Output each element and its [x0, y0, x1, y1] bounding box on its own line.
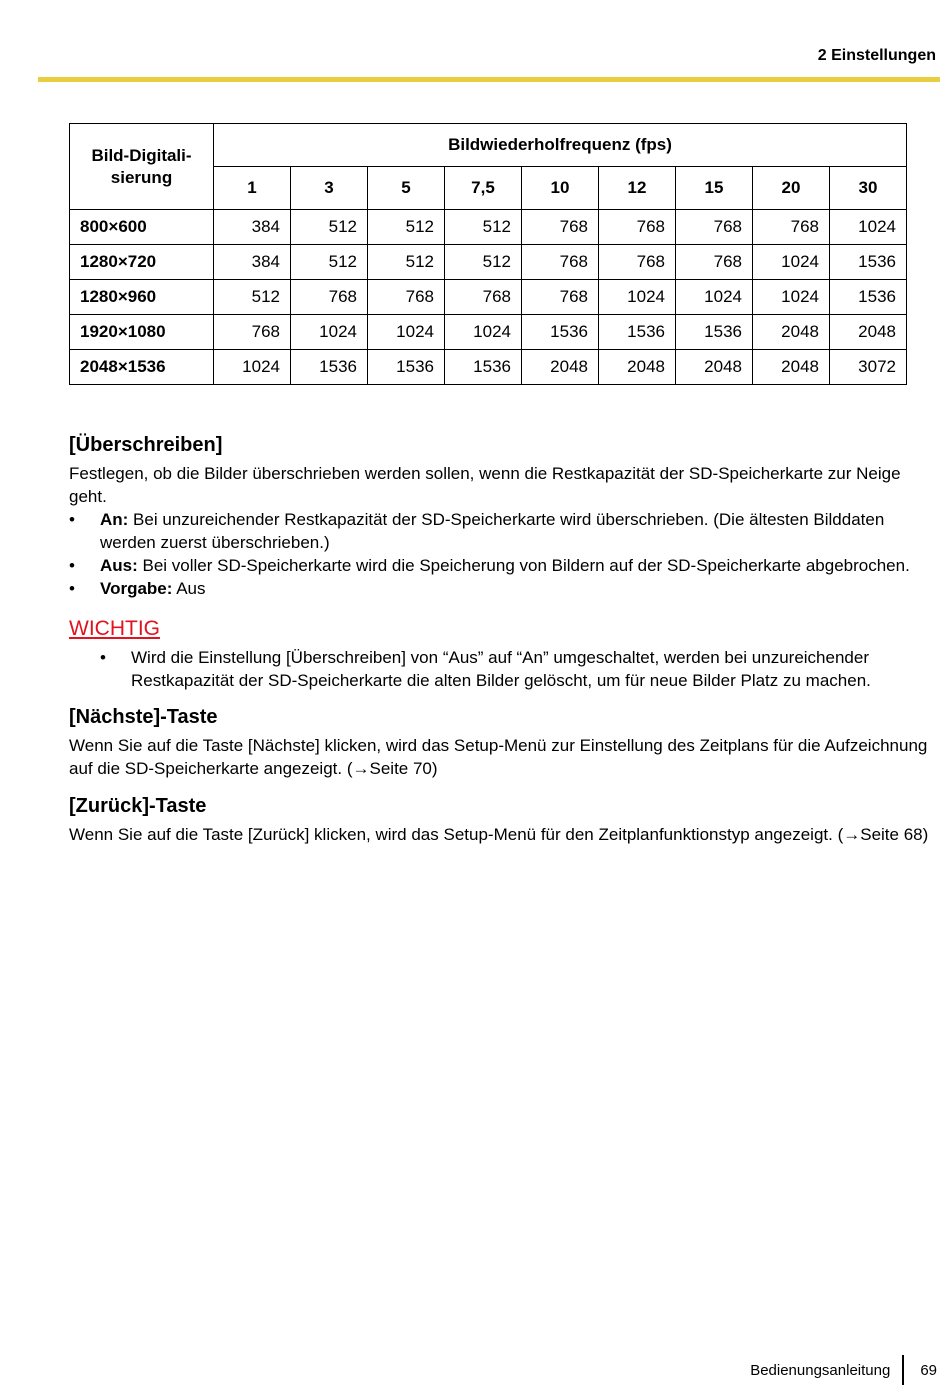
value-cell: 1536: [830, 280, 907, 315]
value-cell: 1024: [830, 210, 907, 245]
resolution-cell: 800×600: [70, 210, 214, 245]
value-cell: 1536: [291, 350, 368, 385]
fps-header: Bildwiederholfrequenz (fps): [214, 124, 907, 167]
value-cell: 768: [676, 210, 753, 245]
value-cell: 1024: [445, 315, 522, 350]
value-cell: 2048: [522, 350, 599, 385]
value-cell: 1536: [599, 315, 676, 350]
table-row: [70, 315, 907, 350]
value-cell: 2048: [753, 315, 830, 350]
resolution-cell: 1280×960: [70, 280, 214, 315]
header-rule: [38, 77, 940, 82]
fps-cell: 5: [368, 167, 445, 210]
overwrite-heading: [Überschreiben]: [69, 434, 223, 456]
arrow-icon: →: [352, 759, 370, 778]
value-cell: 768: [599, 210, 676, 245]
value-cell: 1536: [676, 315, 753, 350]
content: [69, 432, 941, 846]
resolution-cell: 1920×1080: [70, 315, 214, 350]
list-item: [69, 577, 941, 600]
fps-cell: 1: [214, 167, 291, 210]
list-item: [69, 508, 941, 554]
resolution-header: [70, 124, 214, 210]
list-item: • Wird die Einstellung [Überschreiben] von “Aus” auf “An” umgeschaltet, werden bei unzureichender Restkapazität der SD-Speicherkarte die alten Bilder gelöscht, um für neue Bilder Platz zu machen.: [100, 646, 941, 692]
resolution-cell: 1280×720: [70, 245, 214, 280]
value-cell: 768: [522, 280, 599, 315]
table-row: [70, 350, 907, 385]
value-cell: 2048: [830, 315, 907, 350]
value-cell: 512: [214, 280, 291, 315]
value-cell: 1024: [214, 350, 291, 385]
value-cell: 512: [368, 210, 445, 245]
overwrite-options: [69, 508, 941, 600]
value-cell: 384: [214, 210, 291, 245]
fps-cell: 7,5: [445, 167, 522, 210]
option-text: Bei unzureichender Restkapazität der SD-Speicherkarte wird überschrieben. (Die ältesten Bilddaten werden zuerst überschrieben.): [100, 510, 885, 552]
value-cell: 1536: [830, 245, 907, 280]
option-label: Vorgabe:: [100, 579, 173, 598]
value-cell: 2048: [753, 350, 830, 385]
value-cell: 512: [291, 245, 368, 280]
fps-cell: 3: [291, 167, 368, 210]
table-row: [70, 280, 907, 315]
value-cell: 1024: [368, 315, 445, 350]
chapter-title: 2 Einstellungen: [817, 47, 936, 64]
back-button-heading: [Zurück]-Taste: [69, 795, 207, 817]
value-cell: 768: [676, 245, 753, 280]
value-cell: 1024: [599, 280, 676, 315]
value-cell: 1024: [753, 280, 830, 315]
option-label: Aus:: [100, 556, 138, 575]
value-cell: 768: [291, 280, 368, 315]
value-cell: 512: [368, 245, 445, 280]
fps-cell: 15: [676, 167, 753, 210]
table-header-row: [70, 124, 907, 167]
footer-divider: [902, 1355, 904, 1385]
fps-cell: 20: [753, 167, 830, 210]
value-cell: 2048: [599, 350, 676, 385]
value-cell: 512: [291, 210, 368, 245]
resolution-header-line1: Bild-Digitali-: [91, 145, 192, 165]
value-cell: 768: [522, 245, 599, 280]
value-cell: 768: [522, 210, 599, 245]
option-text: Aus: [172, 579, 206, 598]
fps-cell: 30: [830, 167, 907, 210]
overwrite-intro: Festlegen, ob die Bilder überschrieben werden sollen, wenn die Restkapazität der SD-Speicherkarte zur Neige geht.: [69, 464, 901, 506]
option-text: Bei voller SD-Speicherkarte wird die Speicherung von Bildern auf der SD-Speicherkarte abgebrochen.: [137, 556, 910, 575]
footer-label: Bedienungsanleitung: [750, 1361, 891, 1379]
value-cell: 768: [214, 315, 291, 350]
resolution-header-line2: sierung: [110, 167, 173, 187]
next-button-text: Wenn Sie auf die Taste [Nächste] klicken, wird das Setup-Menü zur Einstellung des Zeitplans für die Aufzeichnung auf die SD-Speicherkarte angezeigt. (→Seite 70): [69, 736, 928, 778]
resolution-cell: 2048×1536: [70, 350, 214, 385]
value-cell: 512: [445, 245, 522, 280]
arrow-icon: →: [843, 825, 861, 844]
fps-cell: 12: [599, 167, 676, 210]
value-cell: 768: [599, 245, 676, 280]
table-row: [70, 210, 907, 245]
value-cell: 1536: [368, 350, 445, 385]
next-button-heading: [Nächste]-Taste: [69, 706, 218, 728]
back-button-text: Wenn Sie auf die Taste [Zurück] klicken, wird das Setup-Menü für den Zeitplanfunktionstyp angezeigt. (→Seite 68): [69, 825, 929, 844]
value-cell: 3072: [830, 350, 907, 385]
value-cell: 1024: [291, 315, 368, 350]
important-label: WICHTIG: [69, 617, 160, 640]
value-cell: 1536: [445, 350, 522, 385]
fps-cell: 10: [522, 167, 599, 210]
option-label: An:: [100, 510, 129, 529]
value-cell: 1536: [522, 315, 599, 350]
value-cell: 1024: [676, 280, 753, 315]
value-cell: 1024: [753, 245, 830, 280]
page-number: 69: [920, 1361, 937, 1379]
important-notes: [69, 646, 941, 692]
page-footer: [750, 1355, 937, 1385]
bitrate-table: [69, 123, 907, 385]
value-cell: 2048: [676, 350, 753, 385]
value-cell: 384: [214, 245, 291, 280]
value-cell: 512: [445, 210, 522, 245]
value-cell: 768: [445, 280, 522, 315]
value-cell: 768: [753, 210, 830, 245]
list-item: [69, 554, 941, 577]
table-row: [70, 245, 907, 280]
value-cell: 768: [368, 280, 445, 315]
